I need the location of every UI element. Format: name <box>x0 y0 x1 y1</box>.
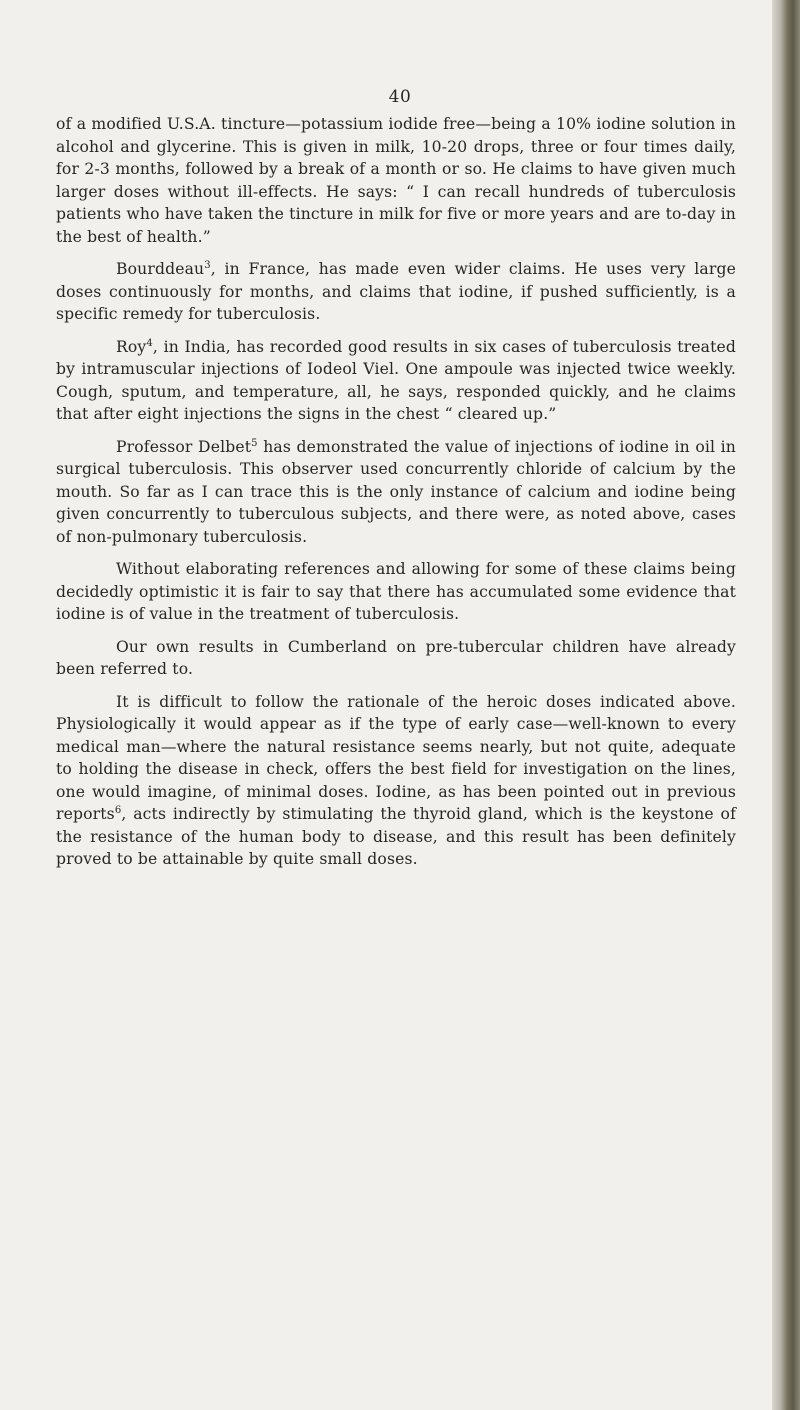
paragraph-without-elaborating: Without elaborating references and allowing for some of these claims being decidedly optimistic it is fair to say that there has accumulated some evidence that iodine is of value in the treatment of tuberculosis. <box>56 560 736 623</box>
page-number: 40 <box>388 87 412 107</box>
paragraph-rationale: It is difficult to follow the rationale of the heroic doses indicated above. Physiologically it would appear as if the type of early case—well-known to every medical man—where the natural resistance seems nearly, but not quite, adequate to holding the disease in check, offers the best field for investigation on the lines, one would imagine, of minimal doses. Iodine, as has been pointed out in previous reports$^6$, acts indirectly by stimulating the thyroid gland, which is the keystone of the resistance of the human body to disease, and this result has been definitely proved to be attainable by quite small doses. <box>56 692 736 868</box>
body-text <box>56 113 736 881</box>
paragraph-continued: of a modified U.S.A. tincture—potassium iodide free—being a 10% iodine solution in alcohol and glycerine. This is given in milk, 10-20 drops, three or four times daily, for 2-3 months, followed by a break of a month or so. He claims to have given much larger doses without ill-effects. He says: “ I can recall hundreds of tuberculosis patients who have taken the tincture in milk for five or more years and are to-day in the best of health.” <box>56 115 736 246</box>
footnote-ref: 5 <box>251 437 258 449</box>
paragraph-roy: Roy$^4$, in India, has recorded good results in six cases of tuberculosis treated by intramuscular injections of Iodeol Viel. One ampoule was injected twice weekly. Cough, sputum, and temperature, all, he says, responded quickly, and he claims that after eight injections the signs in the chest “ cleared up.” <box>56 337 736 423</box>
footnote-ref: 6 <box>114 804 122 816</box>
footnote-ref: 3 <box>204 259 211 271</box>
paragraph-cumberland: Our own results in Cumberland on pre-tubercular children have already been referred to. <box>56 637 736 678</box>
page-edge-shadow <box>772 0 800 1410</box>
footnote-ref: 4 <box>146 337 153 349</box>
paragraph-bourddeau: Bourddeau$^3$, in France, has made even wider claims. He uses very large doses continuously for months, and claims that iodine, if pushed sufficiently, is a specific remedy for tuberculosis. <box>56 259 736 323</box>
paragraph-delbet: Professor Delbet$^5$ has demonstrated the value of injections of iodine in oil in surgical tuberculosis. This observer used concurrently chloride of calcium by the mouth. So far as I can trace this is the only instance of calcium and iodine being given concurrently to tuberculous subjects, and there were, as noted above, cases of non-pulmonary tuberculosis. <box>56 437 737 546</box>
